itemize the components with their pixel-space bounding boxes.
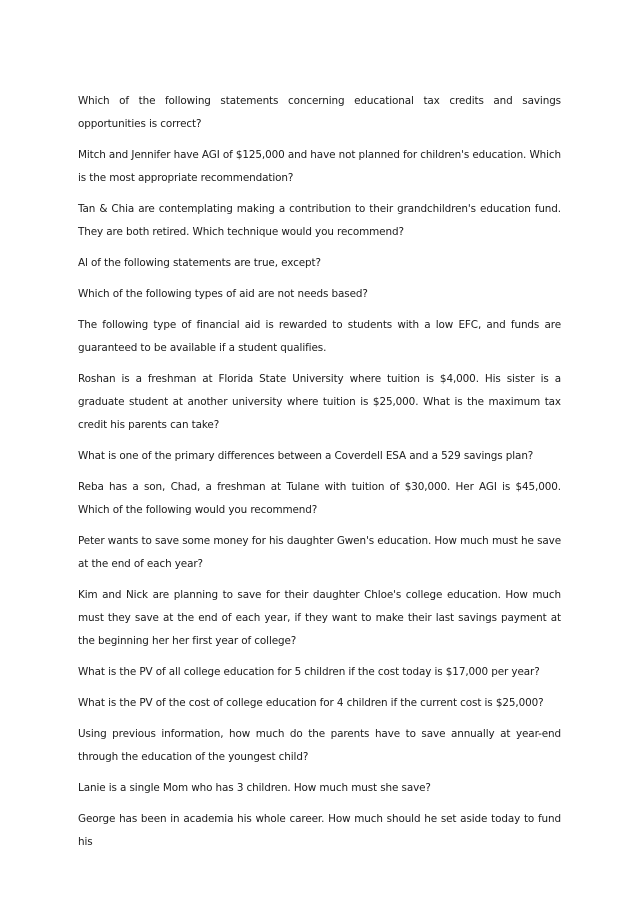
question-11: Kim and Nick are planning to save for their daughter Chloe's college education. How much must they save at the end of each year, if they want to make their last savings payment at the beginning her her first year of college?	[78, 589, 561, 647]
question-15: Lanie is a single Mom who has 3 children. How much must she save?	[78, 782, 431, 794]
question-9: Reba has a son, Chad, a freshman at Tulane with tuition of $30,000. Her AGI is $45,000. Which of the following would you recommend?	[78, 481, 561, 516]
question-2: Mitch and Jennifer have AGI of $125,000 and have not planned for children's education. Which is the most appropriate recommendation?	[78, 149, 562, 184]
question-8: What is one of the primary differences between a Coverdell ESA and a 529 savings plan?	[78, 450, 534, 462]
question-12: What is the PV of all college education for 5 children if the cost today is $17,000 per year?	[78, 666, 540, 678]
question-5: Which of the following types of aid are not needs based?	[78, 288, 368, 300]
question-13: What is the PV of the cost of college education for 4 children if the current cost is $25,000?	[78, 697, 544, 709]
question-10: Peter wants to save some money for his daughter Gwen's education. How much must he save at the end of each year?	[78, 535, 561, 570]
question-6: The following type of financial aid is rewarded to students with a low EFC, and funds are guaranteed to be available if a student qualifies.	[78, 319, 561, 354]
question-1: Which of the following statements concerning educational tax credits and savings opportunities is correct?	[78, 95, 561, 130]
question-7: Roshan is a freshman at Florida State University where tuition is $4,000. His sister is a graduate student at another university where tuition is $25,000. What is the maximum tax credit his parents can take?	[78, 373, 561, 431]
question-16: George has been in academia his whole career. How much should he set aside today to fund his	[78, 813, 561, 848]
question-14: Using previous information, how much do the parents have to save annually at year-end through the education of the youngest child?	[78, 728, 561, 763]
question-3: Tan & Chia are contemplating making a contribution to their grandchildren's education fund. They are both retired. Which technique would you recommend?	[78, 203, 561, 238]
question-4: Al of the following statements are true, except?	[78, 257, 321, 269]
question-list	[78, 90, 561, 862]
